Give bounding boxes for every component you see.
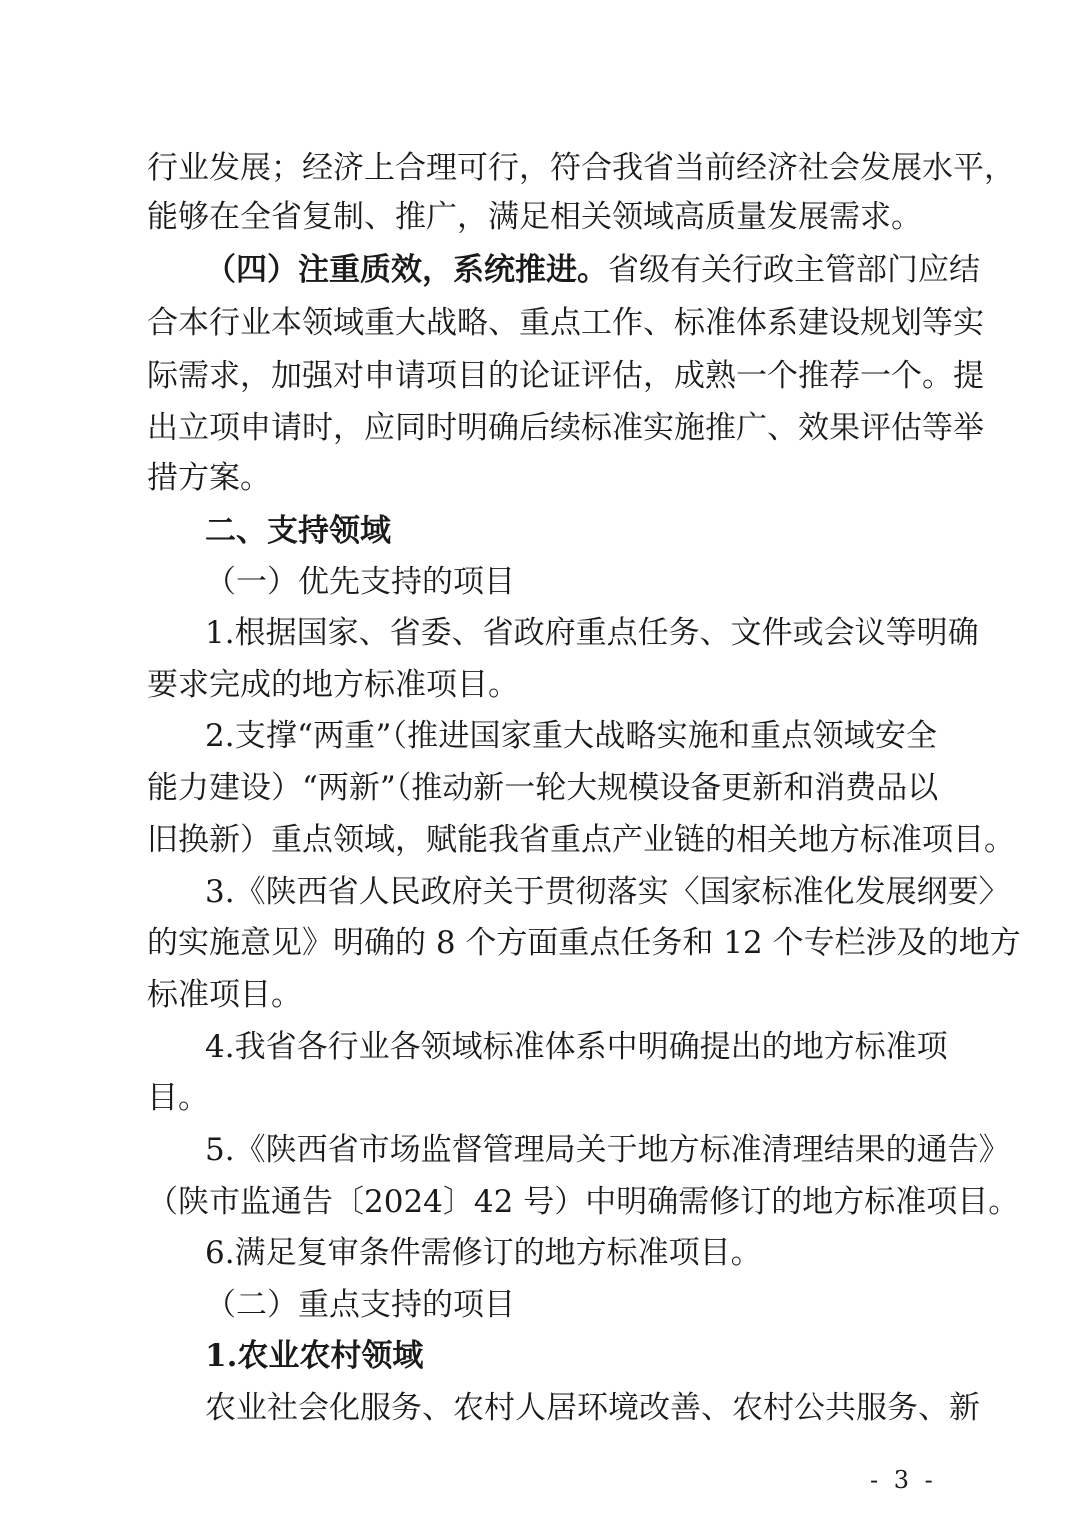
list-item-continuation: 标准项目。: [147, 977, 302, 1013]
paragraph-four-text: 省级有关行政主管部门应结: [608, 252, 980, 288]
list-item: 5.《陕西省市场监督管理局关于地方标准清理结果的通告》: [205, 1132, 1010, 1168]
body-line: 行业发展；经济上合理可行，符合我省当前经济社会发展水平，: [147, 150, 1015, 186]
list-item: 2.支撑“两重”（推进国家重大战略实施和重点领域安全: [205, 718, 937, 754]
body-line: 措方案。: [147, 460, 271, 496]
body-line: 农业社会化服务、农村人居环境改善、农村公共服务、新: [205, 1390, 980, 1426]
paragraph-four-line: [205, 250, 980, 290]
body-line: 合本行业本领域重大战略、重点工作、标准体系建设规划等实: [147, 305, 984, 341]
subsection-heading: （二）重点支持的项目: [205, 1287, 515, 1323]
list-item: 4.我省各行业各领域标准体系中明确提出的地方标准项: [205, 1029, 948, 1065]
list-item-continuation: 能力建设）“两新”（推动新一轮大规模设备更新和消费品以: [147, 770, 939, 806]
body-line: 能够在全省复制、推广，满足相关领域高质量发展需求。: [147, 199, 922, 235]
list-item: 1.根据国家、省委、省政府重点任务、文件或会议等明确: [205, 615, 979, 651]
body-line: 际需求，加强对申请项目的论证评估，成熟一个推荐一个。提: [147, 358, 984, 394]
paragraph-four-title: 注重质效，系统推进。: [298, 252, 608, 288]
subsection-item-heading: 1.农业农村领域: [205, 1338, 424, 1374]
list-item-continuation: 要求完成的地方标准项目。: [147, 667, 519, 703]
list-item: 6.满足复审条件需修订的地方标准项目。: [205, 1235, 762, 1271]
subsection-heading: （一）优先支持的项目: [205, 564, 515, 600]
paragraph-four-label: （四）: [205, 252, 298, 288]
section-heading: 二、支持领域: [205, 513, 391, 549]
list-item: 3.《陕西省人民政府关于贯彻落实〈国家标准化发展纲要〉: [205, 874, 1010, 910]
list-item-continuation: （陕市监通告〔2024〕42 号）中明确需修订的地方标准项目。: [147, 1184, 1020, 1220]
body-line: 出立项申请时，应同时明确后续标准实施推广、效果评估等举: [147, 410, 984, 446]
list-item-continuation: 的实施意见》明确的 8 个方面重点任务和 12 个专栏涉及的地方: [147, 925, 1021, 961]
list-item-continuation: 目。: [147, 1080, 209, 1116]
list-item-continuation: 旧换新）重点领域，赋能我省重点产业链的相关地方标准项目。: [147, 822, 1015, 858]
page-number: - 3 -: [870, 1466, 937, 1494]
